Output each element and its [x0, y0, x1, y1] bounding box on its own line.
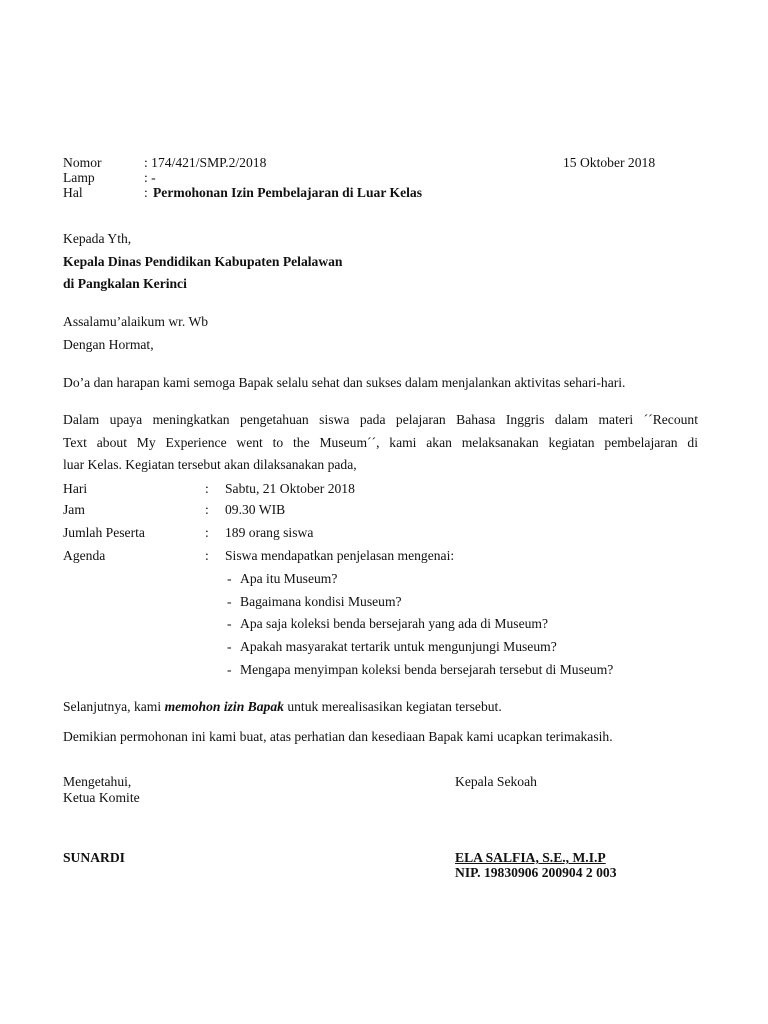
agenda-item: Bagaimana kondisi Museum?: [240, 594, 402, 609]
hal-label: Hal: [63, 185, 83, 200]
agenda-bullet: -: [227, 616, 232, 631]
recipient-location: di Pangkalan Kerinci: [63, 276, 187, 291]
closing-line-1-emphasis: memohon izin Bapak: [164, 699, 284, 714]
paragraph-2-line-1: Dalam upaya meningkatkan pengetahuan siswa pada pelajaran Bahasa Inggris dalam materi ´´Recount: [63, 412, 698, 427]
recipient-name: Kepala Dinas Pendidikan Kabupaten Pelalawan: [63, 254, 343, 269]
agenda-bullet: -: [227, 571, 232, 586]
paragraph-1: Do’a dan harapan kami semoga Bapak selalu sehat dan sukses dalam menjalankan aktivitas sehari-hari.: [63, 375, 626, 390]
jam-label: Jam: [63, 502, 85, 517]
agenda-item: Apa itu Museum?: [240, 571, 338, 586]
letter-date: 15 Oktober 2018: [563, 155, 656, 170]
lamp-label: Lamp: [63, 170, 95, 185]
agenda-colon: :: [205, 548, 209, 563]
closing-line-1-post: untuk merealisasikan kegiatan tersebut.: [283, 699, 502, 714]
right-signature-title: Kepala Sekoah: [455, 774, 537, 789]
agenda-bullet: -: [227, 639, 232, 654]
salam: Assalamu’alaikum wr. Wb: [63, 314, 209, 329]
nomor-value: : 174/421/SMP.2/2018: [144, 155, 267, 170]
agenda-item: Apa saja koleksi benda bersejarah yang ada di Museum?: [240, 616, 549, 631]
closing-line-1: [63, 699, 502, 715]
hal-colon: :: [144, 185, 148, 200]
hormat: Dengan Hormat,: [63, 337, 154, 352]
agenda-bullet: -: [227, 594, 232, 609]
paragraph-2-line-2: Text about My Experience went to the Museum´´, kami akan melaksanakan kegiatan pembelajaran di: [63, 435, 698, 450]
left-signature-title-1: Mengetahui,: [63, 774, 132, 789]
closing-line-2: Demikian permohonan ini kami buat, atas perhatian dan kesediaan Bapak kami ucapkan terimakasih.: [63, 729, 613, 744]
right-signature-nip: NIP. 19830906 200904 2 003: [455, 865, 617, 880]
closing-line-1-pre: Selanjutnya, kami: [63, 699, 165, 714]
paragraph-2-line-3: luar Kelas. Kegiatan tersebut akan dilaksanakan pada,: [63, 457, 357, 472]
right-signature-name: ELA SALFIA, S.E., M.I.P: [455, 850, 606, 865]
agenda-value: Siswa mendapatkan penjelasan mengenai:: [225, 548, 455, 563]
hari-label: Hari: [63, 481, 88, 496]
hari-value: Sabtu, 21 Oktober 2018: [225, 481, 355, 496]
agenda-item: Apakah masyarakat tertarik untuk mengunjungi Museum?: [240, 639, 557, 654]
peserta-label: Jumlah Peserta: [63, 525, 145, 540]
hal-value: Permohonan Izin Pembelajaran di Luar Kelas: [153, 185, 422, 200]
lamp-value: : -: [144, 170, 156, 185]
agenda-bullet: -: [227, 662, 232, 677]
left-signature-name: SUNARDI: [63, 850, 125, 865]
recipient-greeting: Kepada Yth,: [63, 231, 132, 246]
left-signature-title-2: Ketua Komite: [63, 790, 140, 805]
nomor-label: Nomor: [63, 155, 102, 170]
jam-value: 09.30 WIB: [225, 502, 286, 517]
peserta-value: 189 orang siswa: [225, 525, 314, 540]
agenda-label: Agenda: [63, 548, 106, 563]
peserta-colon: :: [205, 525, 209, 540]
agenda-item: Mengapa menyimpan koleksi benda bersejarah tersebut di Museum?: [240, 662, 614, 677]
jam-colon: :: [205, 502, 209, 517]
hari-colon: :: [205, 481, 209, 496]
